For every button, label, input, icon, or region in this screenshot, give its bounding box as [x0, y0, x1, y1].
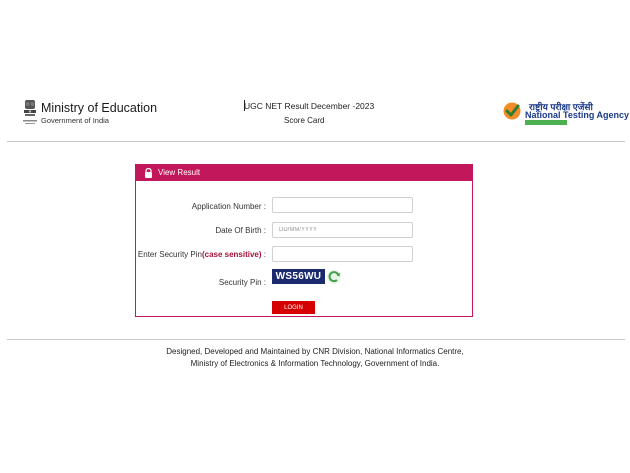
security-pin-input[interactable] — [272, 246, 413, 262]
footer-line-2: Ministry of Electronics & Information Technology, Government of India. — [190, 359, 440, 368]
application-number-label: Application Number : — [191, 202, 266, 211]
footer-divider — [7, 339, 625, 340]
national-emblem-icon — [22, 98, 38, 126]
security-pin-label-text: Enter Security Pin — [137, 250, 202, 259]
page-header — [0, 0, 630, 140]
nta-hindi-name: राष्ट्रीय परीक्षा एजेंसी — [529, 102, 593, 112]
footer-line-1: Designed, Developed and Maintained by CNR Division, National Informatics Centre, — [166, 347, 464, 356]
security-pin-label — [138, 250, 266, 259]
result-title: UGC NET Result December -2023 — [244, 101, 375, 111]
score-card-title: Score Card — [284, 116, 325, 125]
captcha-label: Security Pin : — [218, 278, 266, 287]
application-number-input[interactable] — [272, 197, 413, 213]
panel-title: View Result — [158, 168, 201, 177]
header-divider — [7, 141, 625, 142]
dob-input[interactable] — [272, 222, 413, 238]
ministry-subtitle: Government of India — [41, 116, 109, 125]
refresh-icon[interactable] — [326, 269, 342, 285]
lock-icon — [144, 168, 153, 178]
security-pin-label-colon: : — [261, 250, 266, 259]
nta-logo-icon — [503, 102, 521, 120]
case-sensitive-note: (case sensitive) — [201, 250, 262, 259]
view-result-panel — [135, 164, 473, 317]
nta-tagline-bar — [525, 120, 567, 125]
captcha-image: WS56WU — [272, 269, 325, 284]
panel-header — [136, 165, 472, 181]
login-button[interactable]: LOGIN — [272, 301, 315, 314]
page-footer — [0, 346, 630, 370]
ministry-title: Ministry of Education — [41, 101, 158, 115]
nta-english-name: National Testing Agency — [525, 110, 630, 120]
dob-label: Date Of Birth : — [215, 226, 266, 235]
